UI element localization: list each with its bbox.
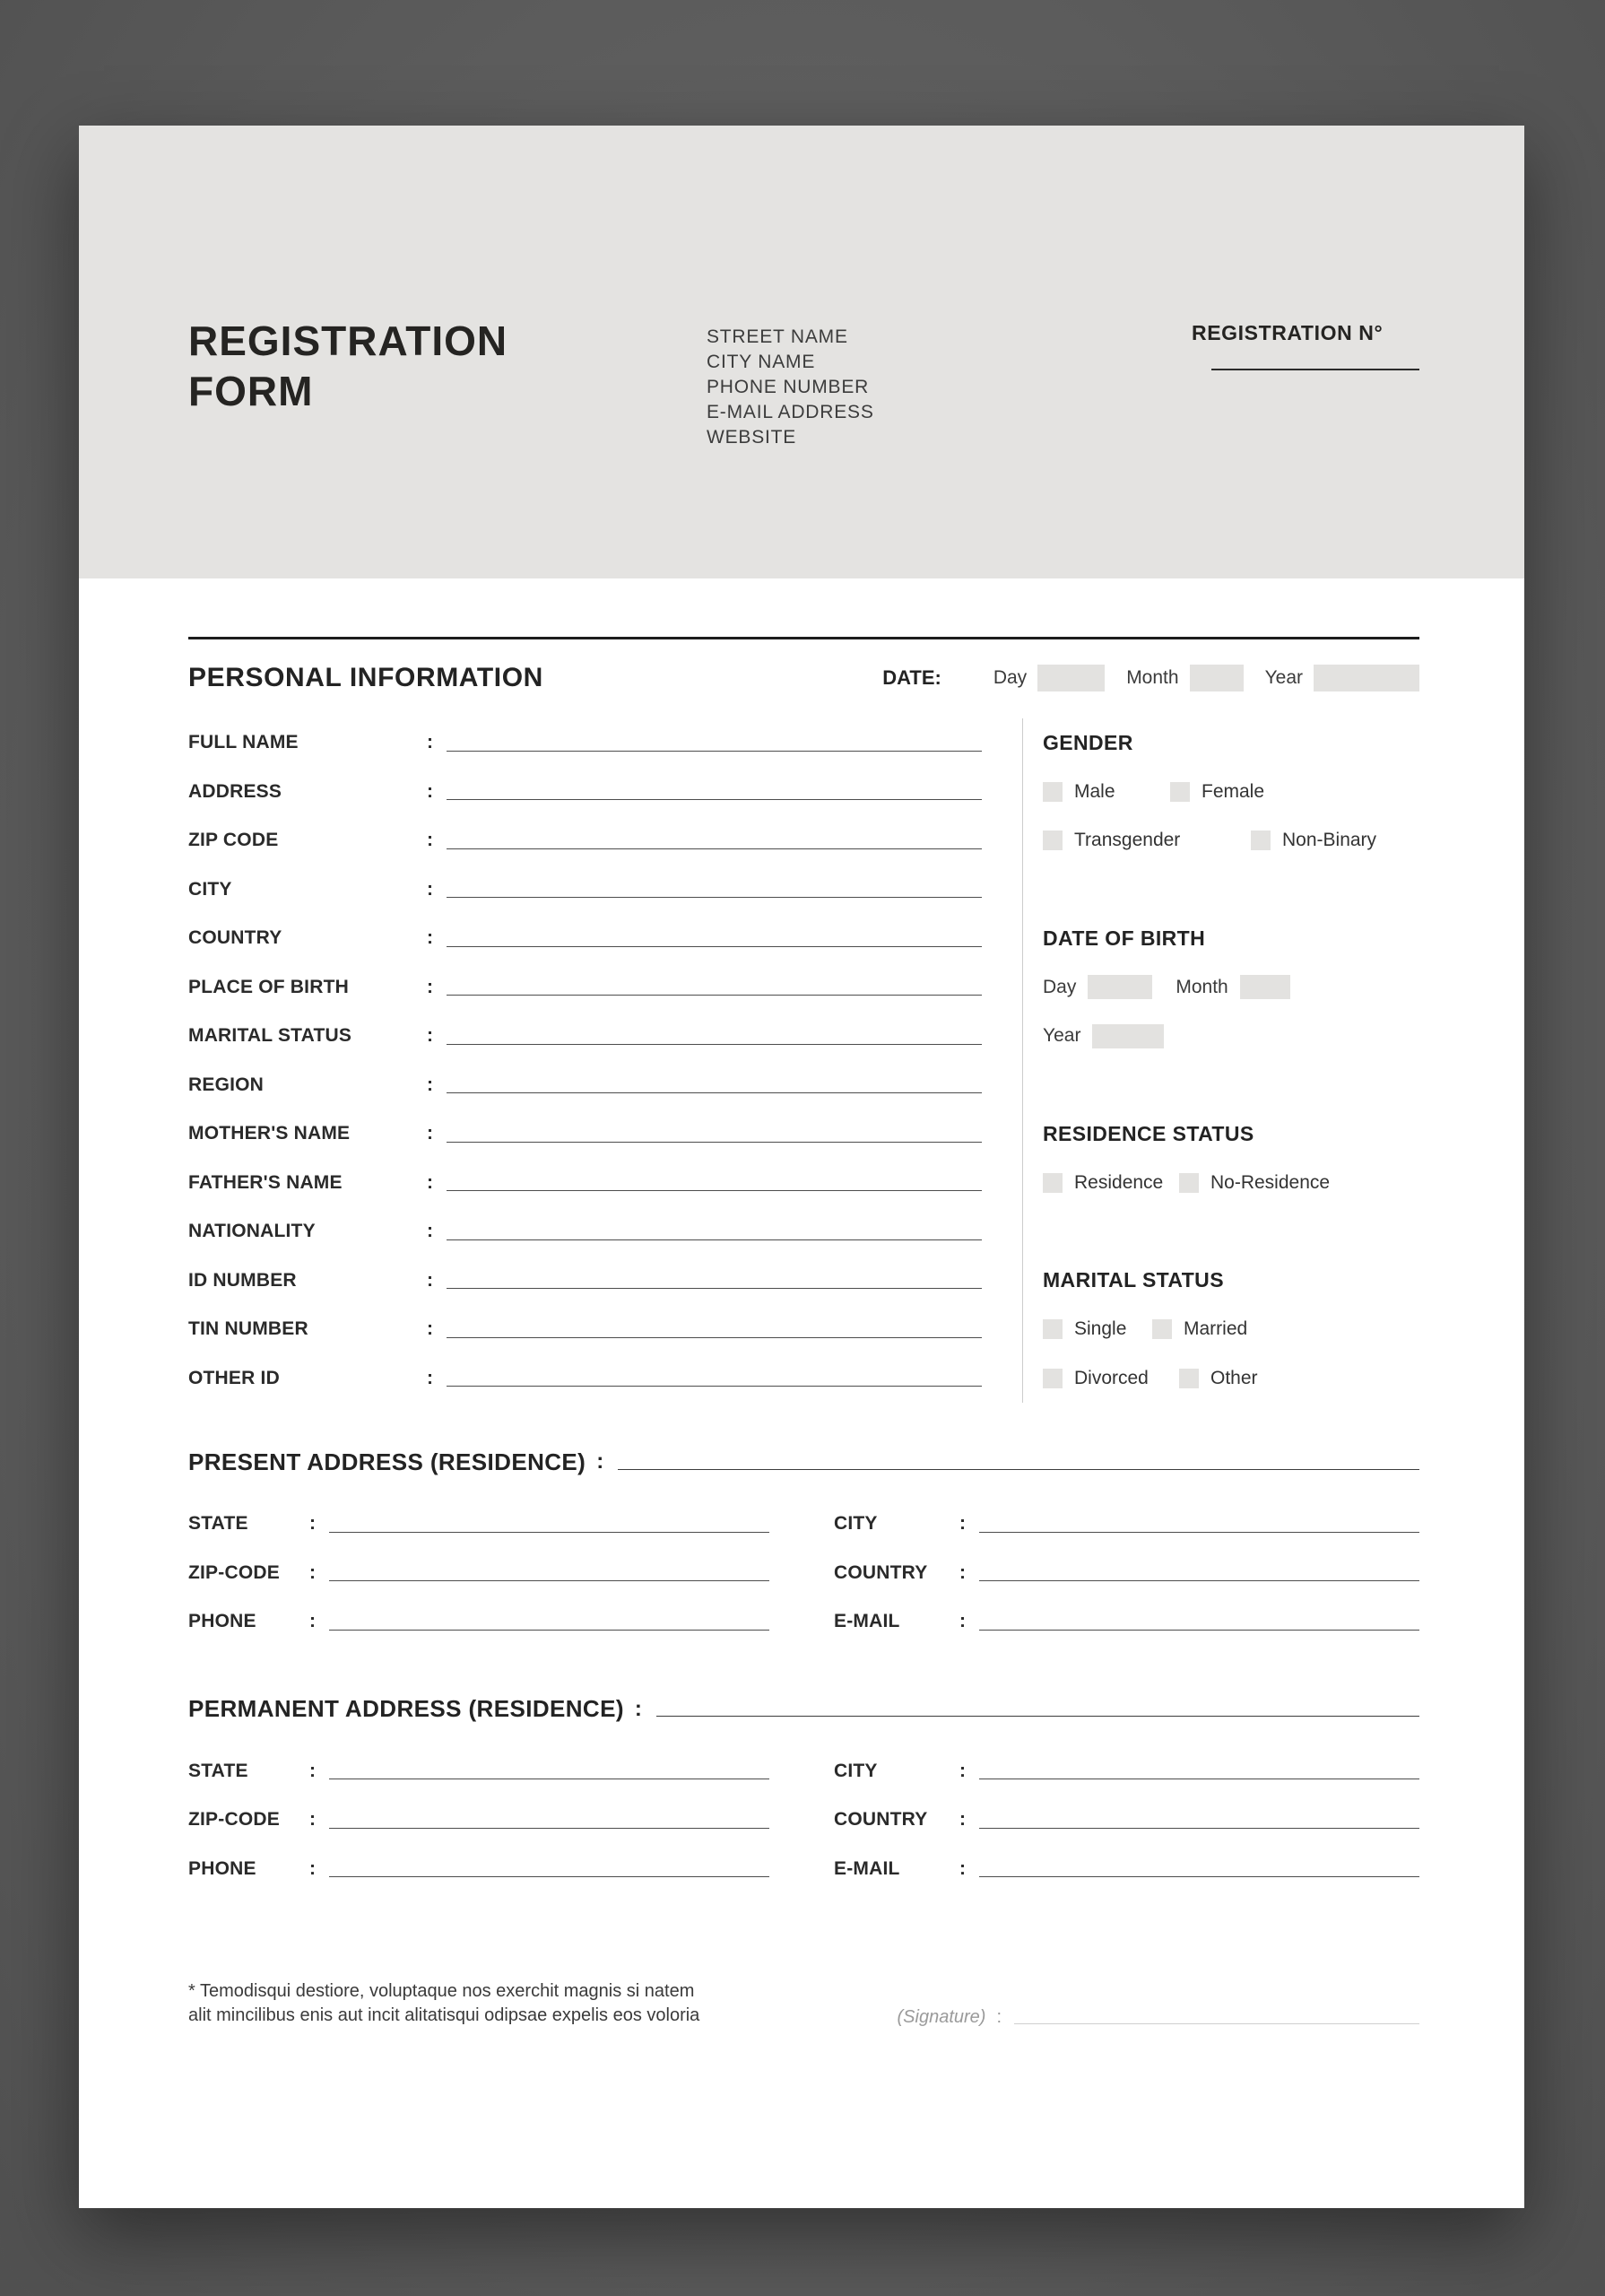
colon: : bbox=[427, 878, 433, 900]
present-address-input-line[interactable] bbox=[618, 1469, 1419, 1470]
permanent-address-row-3 bbox=[188, 1845, 1419, 1894]
residence-status-heading: RESIDENCE STATUS bbox=[1043, 1121, 1254, 1145]
permanent-address-heading-row bbox=[188, 1692, 1419, 1727]
country-label: COUNTRY bbox=[834, 1809, 928, 1831]
other-id-input-line[interactable] bbox=[447, 1386, 982, 1387]
personal-information-row bbox=[188, 659, 1419, 697]
registration-number-block bbox=[1192, 321, 1419, 370]
registration-number-input-line[interactable] bbox=[1211, 369, 1419, 370]
field-row-country bbox=[188, 914, 982, 963]
date-month-input-box[interactable] bbox=[1190, 665, 1244, 691]
fathers-name-label: FATHER'S NAME bbox=[188, 1171, 343, 1193]
option-residence bbox=[1043, 1172, 1179, 1194]
contact-city: CITY NAME bbox=[707, 352, 816, 372]
colon: : bbox=[427, 1318, 433, 1340]
dob-year-label: Year bbox=[1043, 1025, 1081, 1047]
permanent-email-field bbox=[834, 1858, 1419, 1880]
transgender-label: Transgender bbox=[1074, 830, 1181, 851]
colon: : bbox=[959, 1760, 966, 1781]
option-male bbox=[1043, 781, 1170, 803]
dob-year-input-box[interactable] bbox=[1092, 1024, 1164, 1048]
present-address-row-2 bbox=[188, 1549, 1419, 1598]
single-label: Single bbox=[1074, 1318, 1127, 1340]
signature-block bbox=[898, 2007, 1420, 2028]
gender-heading: GENDER bbox=[1043, 730, 1133, 754]
present-phone-field bbox=[188, 1611, 769, 1632]
dob-month-input-box[interactable] bbox=[1240, 975, 1290, 999]
field-row-address bbox=[188, 768, 982, 817]
gender-options-row-2 bbox=[1043, 816, 1419, 865]
present-address-heading: PRESENT ADDRESS (RESIDENCE) bbox=[188, 1448, 586, 1475]
city-label: CITY bbox=[834, 1760, 878, 1781]
id-number-input-line[interactable] bbox=[447, 1288, 982, 1289]
present-zip-code-field bbox=[188, 1562, 769, 1584]
country-label: COUNTRY bbox=[188, 927, 282, 949]
field-row-fathers-name bbox=[188, 1159, 982, 1208]
option-single bbox=[1043, 1318, 1152, 1340]
address-label: ADDRESS bbox=[188, 780, 282, 802]
spacer-row bbox=[1043, 1061, 1419, 1110]
married-checkbox[interactable] bbox=[1152, 1319, 1172, 1339]
present-city-input-line[interactable] bbox=[979, 1532, 1419, 1533]
colon: : bbox=[427, 1025, 433, 1047]
gender-heading-row bbox=[1043, 718, 1419, 768]
non-binary-checkbox[interactable] bbox=[1251, 831, 1271, 850]
permanent-country-field bbox=[834, 1809, 1419, 1831]
zip-code-input-line[interactable] bbox=[447, 848, 982, 849]
right-column bbox=[1043, 718, 1419, 1403]
form-title-line2: FORM bbox=[188, 368, 314, 414]
marital-status-section-heading: MARITAL STATUS bbox=[1043, 1268, 1224, 1292]
field-row-other-id bbox=[188, 1354, 982, 1404]
other-checkbox[interactable] bbox=[1179, 1369, 1199, 1388]
city-label: CITY bbox=[188, 878, 232, 900]
present-phone-input-line[interactable] bbox=[329, 1630, 769, 1631]
registration-number-label: REGISTRATION N° bbox=[1192, 321, 1384, 344]
phone-label: PHONE bbox=[188, 1611, 256, 1632]
form-header bbox=[79, 126, 1524, 578]
section-rule bbox=[188, 637, 1419, 639]
contact-phone: PHONE NUMBER bbox=[707, 377, 870, 397]
email-label: E-MAIL bbox=[834, 1857, 900, 1879]
female-label: Female bbox=[1202, 780, 1265, 802]
spacer-row bbox=[1043, 1207, 1419, 1257]
other-id-label: OTHER ID bbox=[188, 1367, 280, 1388]
colon: : bbox=[634, 1696, 642, 1721]
residence-label: Residence bbox=[1074, 1171, 1164, 1193]
option-non-binary bbox=[1251, 830, 1376, 851]
colon: : bbox=[959, 1857, 966, 1879]
colon: : bbox=[309, 1513, 316, 1535]
permanent-phone-field bbox=[188, 1858, 769, 1880]
permanent-zip-code-input-line[interactable] bbox=[329, 1828, 769, 1829]
dob-day-input-box[interactable] bbox=[1088, 975, 1152, 999]
male-label: Male bbox=[1074, 780, 1115, 802]
colon: : bbox=[309, 1857, 316, 1879]
divorced-label: Divorced bbox=[1074, 1367, 1149, 1388]
permanent-address-row-2 bbox=[188, 1796, 1419, 1845]
personal-information-heading: PERSONAL INFORMATION bbox=[188, 663, 543, 692]
colon: : bbox=[309, 1561, 316, 1583]
residence-options-row bbox=[1043, 1159, 1419, 1208]
place-of-birth-label: PLACE OF BIRTH bbox=[188, 976, 349, 997]
permanent-zip-code-field bbox=[188, 1809, 769, 1831]
present-address-row-3 bbox=[188, 1597, 1419, 1647]
phone-label: PHONE bbox=[188, 1857, 256, 1879]
divorced-checkbox[interactable] bbox=[1043, 1369, 1063, 1388]
colon: : bbox=[427, 1221, 433, 1242]
field-row-marital-status bbox=[188, 1012, 982, 1061]
present-state-input-line[interactable] bbox=[329, 1532, 769, 1533]
personal-columns bbox=[188, 718, 1419, 1403]
date-year-label: Year bbox=[1264, 667, 1303, 688]
residence-status-heading-row bbox=[1043, 1109, 1419, 1159]
field-row-mothers-name bbox=[188, 1109, 982, 1159]
field-row-tin-number bbox=[188, 1305, 982, 1354]
colon: : bbox=[959, 1513, 966, 1535]
nationality-label: NATIONALITY bbox=[188, 1221, 316, 1242]
contact-block bbox=[707, 325, 874, 450]
colon: : bbox=[427, 830, 433, 851]
marital-status-heading-row bbox=[1043, 1257, 1419, 1306]
email-label: E-MAIL bbox=[834, 1611, 900, 1632]
permanent-email-input-line[interactable] bbox=[979, 1876, 1419, 1877]
permanent-country-input-line[interactable] bbox=[979, 1828, 1419, 1829]
field-row-full-name bbox=[188, 718, 982, 768]
zip-code-label: ZIP-CODE bbox=[188, 1561, 280, 1583]
colon: : bbox=[309, 1611, 316, 1632]
colon: : bbox=[959, 1561, 966, 1583]
option-no-residence bbox=[1179, 1172, 1330, 1194]
permanent-address-input-line[interactable] bbox=[656, 1716, 1419, 1717]
mothers-name-label: MOTHER'S NAME bbox=[188, 1123, 351, 1144]
field-row-city bbox=[188, 865, 982, 915]
state-label: STATE bbox=[188, 1760, 248, 1781]
option-female bbox=[1170, 781, 1264, 803]
option-other bbox=[1179, 1368, 1258, 1389]
field-row-zip-code bbox=[188, 816, 982, 865]
marital-options-row-2 bbox=[1043, 1354, 1419, 1404]
colon: : bbox=[309, 1809, 316, 1831]
date-month-label: Month bbox=[1126, 667, 1179, 688]
date-label: DATE: bbox=[882, 666, 941, 689]
present-zip-code-input-line[interactable] bbox=[329, 1580, 769, 1581]
dob-day-month-row bbox=[1043, 963, 1419, 1013]
field-row-place-of-birth bbox=[188, 963, 982, 1013]
present-country-field bbox=[834, 1562, 1419, 1584]
colon: : bbox=[427, 1123, 433, 1144]
male-checkbox[interactable] bbox=[1043, 782, 1063, 802]
residence-checkbox[interactable] bbox=[1043, 1173, 1063, 1193]
transgender-checkbox[interactable] bbox=[1043, 831, 1063, 850]
contact-website: WEBSITE bbox=[707, 427, 797, 448]
female-checkbox[interactable] bbox=[1170, 782, 1190, 802]
permanent-state-field bbox=[188, 1761, 769, 1782]
address-input-line[interactable] bbox=[447, 799, 982, 800]
mothers-name-input-line[interactable] bbox=[447, 1142, 982, 1143]
present-email-input-line[interactable] bbox=[979, 1630, 1419, 1631]
left-fields bbox=[188, 718, 982, 1403]
colon: : bbox=[959, 1809, 966, 1831]
city-label: CITY bbox=[834, 1513, 878, 1535]
footnote-line2: alit mincilibus enis aut incit alitatisqui odipsae expelis eos voloria bbox=[188, 2005, 700, 2025]
marital-options-row-1 bbox=[1043, 1305, 1419, 1354]
colon: : bbox=[427, 780, 433, 802]
no-residence-label: No-Residence bbox=[1210, 1171, 1331, 1193]
colon: : bbox=[427, 1367, 433, 1388]
zip-code-label: ZIP-CODE bbox=[188, 1809, 280, 1831]
other-label: Other bbox=[1210, 1367, 1258, 1388]
single-checkbox[interactable] bbox=[1043, 1319, 1063, 1339]
permanent-city-field bbox=[834, 1761, 1419, 1782]
present-address-rows bbox=[188, 1500, 1419, 1647]
dob-month-label: Month bbox=[1176, 976, 1228, 997]
date-of-birth-heading: DATE OF BIRTH bbox=[1043, 926, 1206, 950]
state-label: STATE bbox=[188, 1513, 248, 1535]
non-binary-label: Non-Binary bbox=[1282, 830, 1377, 851]
colon: : bbox=[427, 927, 433, 949]
spacer-row bbox=[1043, 865, 1419, 915]
option-divorced bbox=[1043, 1368, 1179, 1389]
country-label: COUNTRY bbox=[834, 1561, 928, 1583]
present-city-field bbox=[834, 1513, 1419, 1535]
fathers-name-input-line[interactable] bbox=[447, 1190, 982, 1191]
married-label: Married bbox=[1184, 1318, 1248, 1340]
colon: : bbox=[596, 1449, 604, 1474]
option-married bbox=[1152, 1318, 1247, 1340]
form-body bbox=[79, 637, 1524, 2028]
field-row-id-number bbox=[188, 1257, 982, 1306]
colon: : bbox=[996, 2007, 1002, 2027]
marital-status-input-line[interactable] bbox=[447, 1044, 982, 1045]
permanent-phone-input-line[interactable] bbox=[329, 1876, 769, 1877]
signature-label: (Signature) bbox=[897, 2007, 986, 2027]
contact-street: STREET NAME bbox=[707, 326, 848, 347]
place-of-birth-input-line[interactable] bbox=[447, 995, 982, 996]
column-divider bbox=[1022, 718, 1023, 1403]
present-state-field bbox=[188, 1513, 769, 1535]
date-day-input-box[interactable] bbox=[1037, 665, 1105, 691]
marital-status-label: MARITAL STATUS bbox=[188, 1025, 352, 1047]
dob-heading-row bbox=[1043, 914, 1419, 963]
colon: : bbox=[427, 1269, 433, 1291]
dob-day-label: Day bbox=[1043, 976, 1077, 997]
field-row-nationality bbox=[188, 1207, 982, 1257]
footnote bbox=[188, 1979, 726, 2028]
full-name-label: FULL NAME bbox=[188, 732, 299, 753]
form-title-line1: REGISTRATION bbox=[188, 317, 508, 364]
colon: : bbox=[427, 1171, 433, 1193]
present-country-input-line[interactable] bbox=[979, 1580, 1419, 1581]
colon: : bbox=[959, 1611, 966, 1632]
contact-email: E-MAIL ADDRESS bbox=[707, 402, 874, 422]
dob-year-row bbox=[1043, 1012, 1419, 1061]
date-year-input-box[interactable] bbox=[1314, 665, 1419, 691]
colon: : bbox=[427, 1074, 433, 1095]
present-email-field bbox=[834, 1611, 1419, 1632]
footnote-line1: * Temodisqui destiore, voluptaque nos exerchit magnis si natem bbox=[188, 1981, 695, 2001]
id-number-label: ID NUMBER bbox=[188, 1269, 297, 1291]
colon: : bbox=[427, 976, 433, 997]
form-title bbox=[188, 316, 508, 416]
permanent-address-heading: PERMANENT ADDRESS (RESIDENCE) bbox=[188, 1695, 624, 1722]
option-transgender bbox=[1043, 830, 1251, 851]
city-input-line[interactable] bbox=[447, 897, 982, 898]
present-address-heading-row bbox=[188, 1444, 1419, 1480]
tin-number-input-line[interactable] bbox=[447, 1337, 982, 1338]
nationality-input-line[interactable] bbox=[447, 1239, 982, 1240]
signature-input-line[interactable] bbox=[1014, 2023, 1419, 2024]
date-group bbox=[882, 665, 1419, 691]
colon: : bbox=[309, 1760, 316, 1781]
registration-form-page bbox=[79, 126, 1524, 2208]
country-input-line[interactable] bbox=[447, 946, 982, 947]
gender-options-row-1 bbox=[1043, 768, 1419, 817]
full-name-input-line[interactable] bbox=[447, 751, 982, 752]
zip-code-label: ZIP CODE bbox=[188, 830, 279, 851]
region-label: REGION bbox=[188, 1074, 265, 1095]
present-address-row-1 bbox=[188, 1500, 1419, 1549]
tin-number-label: TIN NUMBER bbox=[188, 1318, 308, 1340]
no-residence-checkbox[interactable] bbox=[1179, 1173, 1199, 1193]
region-input-line[interactable] bbox=[447, 1092, 982, 1093]
form-footer bbox=[188, 1979, 1419, 2028]
colon: : bbox=[427, 732, 433, 753]
field-row-region bbox=[188, 1061, 982, 1110]
permanent-address-row-1 bbox=[188, 1747, 1419, 1796]
permanent-address-rows bbox=[188, 1747, 1419, 1894]
date-day-label: Day bbox=[993, 667, 1028, 688]
